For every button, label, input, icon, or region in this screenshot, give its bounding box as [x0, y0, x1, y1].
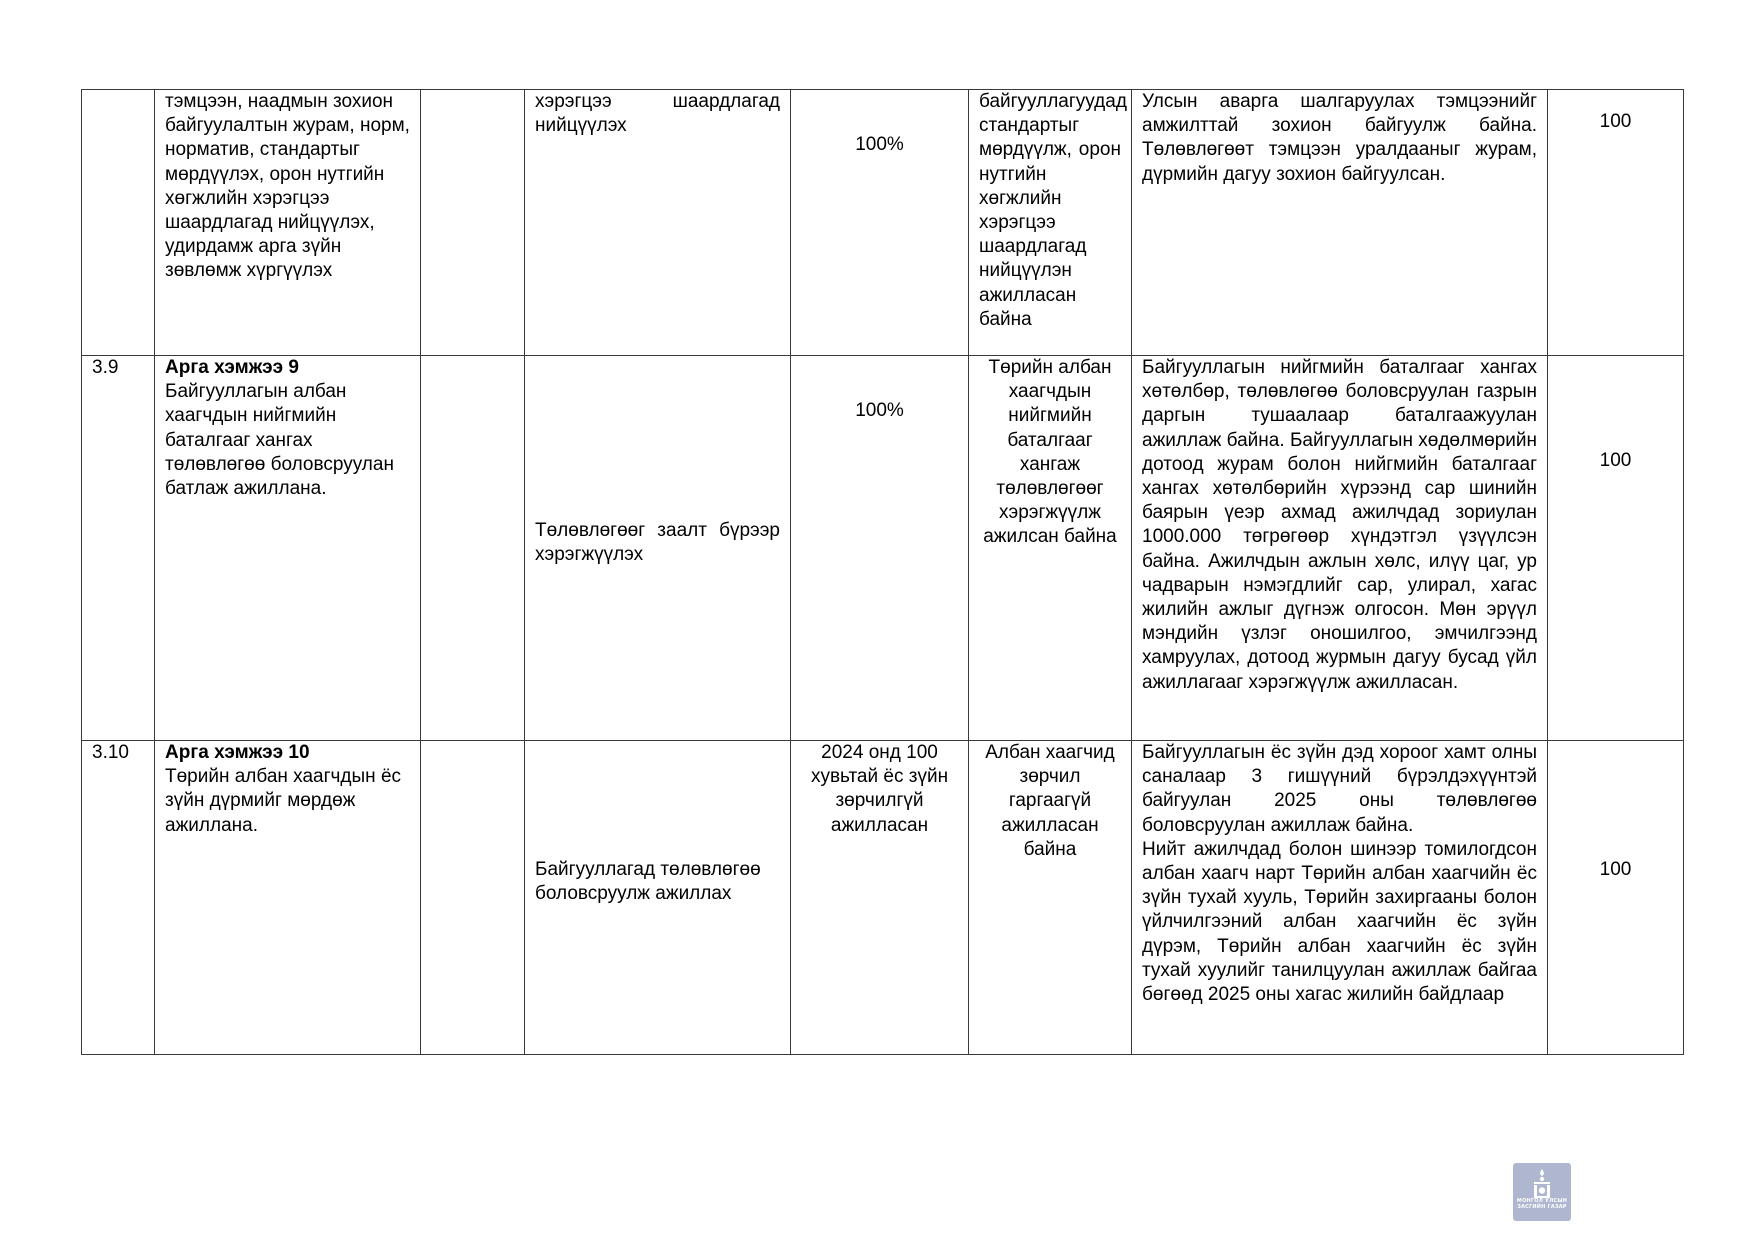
score-cell: 100 — [1548, 741, 1684, 1055]
measure-text: Байгууллагын албан хаагчдын нийгмийн баталгааг хангах төлөвлөгөө боловсруулан батлаж ажиллана. — [165, 381, 394, 500]
row-number: 3.10 — [82, 741, 155, 1055]
performance-paragraph: Байгууллагын ёс зүйн дэд хороог хамт олны саналаар 3 гишүүний бүрэлдэхүүнтэй байгуулан 2025 оны төлөвлөгөө боловсруулан ажиллаж байна. — [1142, 742, 1537, 836]
row-number — [82, 90, 155, 356]
row-number: 3.9 — [82, 356, 155, 741]
logo-text-line2: ЗАСГИЙН ГАЗАР — [1517, 1204, 1567, 1210]
indicator-cell: 2024 онд 100 хувьтай ёс зүйн зөрчилгүй ажилласан — [791, 741, 969, 1055]
table-row — [82, 741, 1684, 1055]
performance-cell — [1132, 741, 1548, 1055]
plan-table — [81, 89, 1684, 1055]
measure-cell — [155, 741, 421, 1055]
empty-cell — [421, 356, 525, 741]
score-cell: 100 — [1548, 90, 1684, 356]
measure-cell — [155, 356, 421, 741]
empty-cell — [421, 90, 525, 356]
result-cell: Албан хаагчид зөрчил гаргаагүй ажилласан байна — [969, 741, 1132, 1055]
result-cell: Төрийн албан хаагчдын нийгмийн баталгааг хангаж төлөвлөгөөг хэрэгжүүлж ажилсан байна — [969, 356, 1132, 741]
indicator-cell: 100% — [791, 90, 969, 356]
result-cell: байгууллагуудад стандартыг мөрдүүлж, орон нутгийн хөгжлийн хэрэгцээ шаардлагад нийцүүлэн ажилласан байна — [969, 90, 1132, 356]
activity-cell: хэрэгцээ шаардлагад нийцүүлэх — [525, 90, 791, 356]
performance-paragraph: Нийт ажилчдад болон шинээр томилогдсон албан хаагч нарт Төрийн албан хаагчийн ёс зүйн тухай хууль, Төрийн захиргааны болон үйлчилгээний албан хаагчийн ёс зүйн дүрэм, Төрийн албан хаагчийн ёс зүйн тухай хуулийг танилцуулан ажиллаж байгаа бөгөөд 2025 оны хагас жилийн байдлаар — [1142, 838, 1537, 1006]
measure-text: Төрийн албан хаагчдын ёс зүйн дүрмийг мөрдөж ажиллана. — [165, 766, 402, 836]
performance-cell: Улсын аварга шалгаруулах тэмцээнийг амжилттай зохион байгуулж байна. Төлөвлөгөөт тэмцээн уралдааныг журам, дүрмийн дагуу зохион байгуулсан. — [1132, 90, 1548, 356]
score-cell: 100 — [1548, 356, 1684, 741]
government-logo — [1513, 1163, 1571, 1221]
activity-cell: Байгууллагад төлөвлөгөө боловсруулж ажиллах — [525, 741, 791, 1055]
indicator-cell: 100% — [791, 356, 969, 741]
logo-text-line1: МОНГОЛ УЛСЫН — [1516, 1198, 1568, 1204]
table-row — [82, 356, 1684, 741]
performance-cell: Байгууллагын нийгмийн баталгааг хангах хөтөлбөр, төлөвлөгөө боловсруулан газрын даргын тушаалаар баталгаажуулан ажиллаж байна. Байгууллагын хөдөлмөрийн дотоод журам болон нийгмийн баталгааг хангах хөтөлбөрийн хүрээнд сар шинийн баярын үеэр ахмад ажилчдад зориулан 1000.000 төгрөгөөр хүндэтгэл үзүүлсэн байна. Ажилчдын ажлын хөлс, илүү цаг, ур чадварын нэмэгдлийг сар, улирал, хагас жилийн ажлыг дүгнэж олгосон. Мөн эрүүл мэндийн үзлэг оношилгоо, эмчилгээнд хамруулах, дотоод журмын дагуу бусад үйл ажиллагааг хэрэгжүүлж ажилласан. — [1132, 356, 1548, 741]
measure-title: Арга хэмжээ 10 — [165, 742, 310, 763]
soyombo-icon — [1529, 1168, 1555, 1198]
measure-text: тэмцээн, наадмын зохион байгуулалтын журам, норм, норматив, стандартыг мөрдүүлэх, орон нутгийн хөгжлийн хэрэгцээ шаардлагад нийцүүлэх, удирдамж арга зүйн зөвлөмж хүргүүлэх — [165, 91, 410, 282]
activity-cell: Төлөвлөгөөг заалт бүрээр хэрэгжүүлэх — [525, 356, 791, 741]
empty-cell — [421, 741, 525, 1055]
measure-title: Арга хэмжээ 9 — [165, 357, 300, 378]
measure-cell — [155, 90, 421, 356]
table-row — [82, 90, 1684, 356]
